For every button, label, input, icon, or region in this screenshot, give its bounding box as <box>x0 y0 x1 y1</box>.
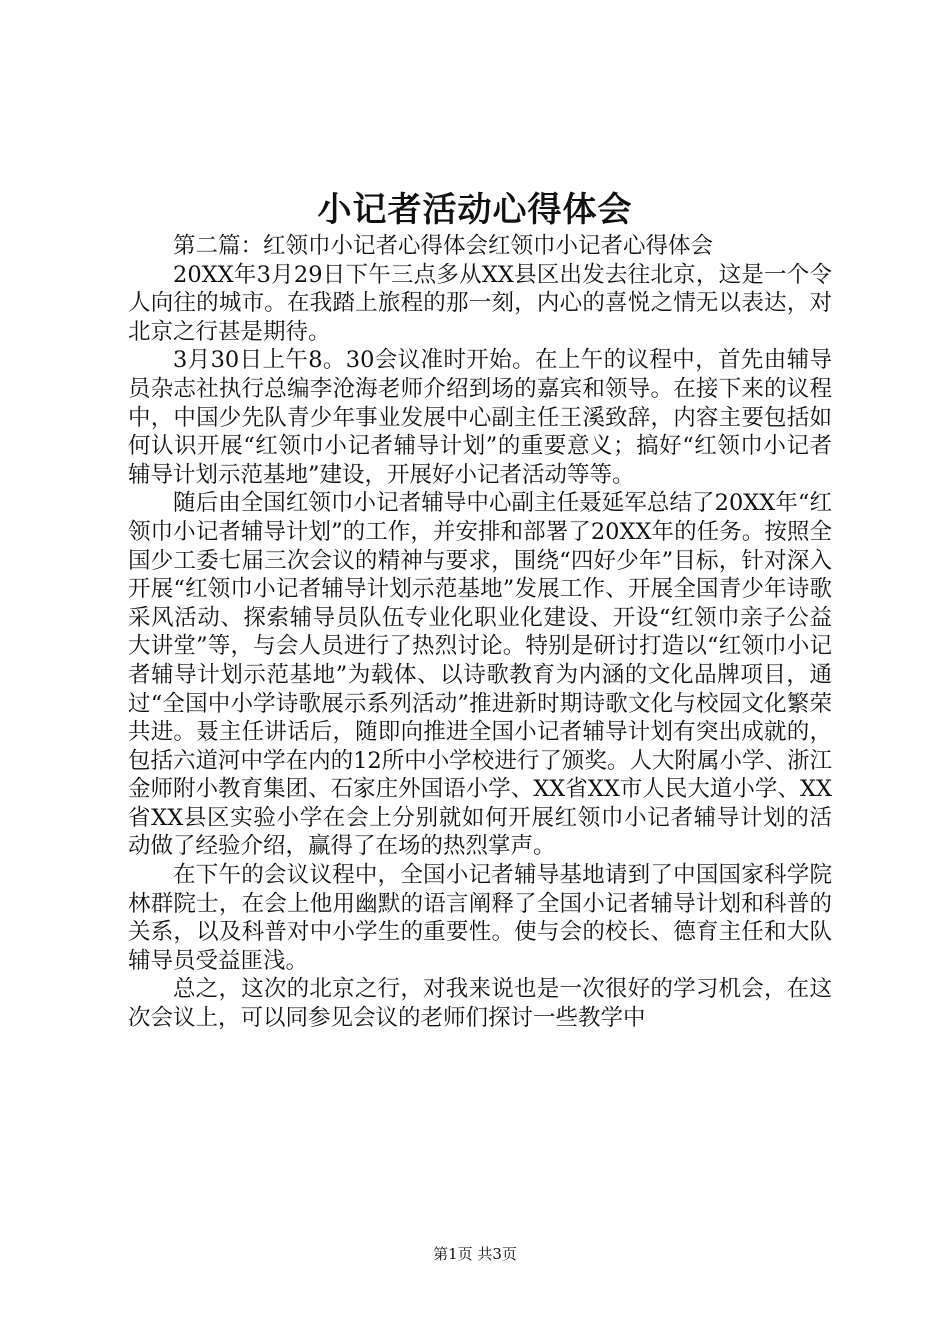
page-number-footer: 第1页 共3页 <box>433 1245 517 1263</box>
document-body <box>128 232 832 1033</box>
paragraph: 总之，这次的北京之行，对我来说也是一次很好的学习机会，在这次会议上，可以同参见会议的老师们探讨一些教学中 <box>128 976 832 1032</box>
paragraph: 第二篇：红领巾小记者心得体会红领巾小记者心得体会 <box>173 233 714 259</box>
paragraph: 3月30日上午8。30会议准时开始。在上午的议程中，首先由辅导员杂志社执行总编李沧海老师介绍到场的嘉宾和领导。在接下来的议程中，中国少先队青少年事业发展中心副主任王溪致辞，内容主要包括如何认识开展“红领巾小记者辅导计划”的重要意义；搞好“红领巾小记者辅导计划示范基地”建设，开展好小记者活动等等。 <box>128 347 832 488</box>
paragraph: 随后由全国红领巾小记者辅导中心副主任聂延军总结了20XX年“红领巾小记者辅导计划”的工作，并安排和部署了20XX年的任务。按照全国少工委七届三次会议的精神与要求，围绕“四好少年”目标，针对深入开展“红领巾小记者辅导计划示范基地”发展工作、开展全国青少年诗歌采风活动、探索辅导员队伍专业化职业化建设、开设“红领巾亲子公益大讲堂”等，与会人员进行了热烈讨论。特别是研讨打造以“红领巾小记者辅导计划示范基地”为载体、以诗歌教育为内涵的文化品牌项目，通过“全国中小学诗歌展示系列活动”推进新时期诗歌文化与校园文化繁荣共进。聂主任讲话后，随即向推进全国小记者辅导计划有突出成就的，包括六道河中学在内的12所中小学校进行了颁奖。人大附属小学、浙江金师附小教育集团、石家庄外国语小学、XX省XX市人民大道小学、XX省XX县区实验小学在会上分别就如何开展红领巾小记者辅导计划的活动做了经验介绍，赢得了在场的热烈掌声。 <box>128 490 832 860</box>
document-title: 小记者活动心得体会 <box>317 190 633 230</box>
paragraph: 在下午的会议议程中，全国小记者辅导基地请到了中国国家科学院林群院士，在会上他用幽默的语言阐释了全国小记者辅导计划和科普的关系，以及科普对中小学生的重要性。使与会的校长、德育主任和大队辅导员受益匪浅。 <box>128 862 832 974</box>
paragraph: 20XX年3月29日下午三点多从XX县区出发去往北京，这是一个令人向往的城市。在我踏上旅程的那一刻，内心的喜悦之情无以表达，对北京之行甚是期待。 <box>128 261 832 345</box>
